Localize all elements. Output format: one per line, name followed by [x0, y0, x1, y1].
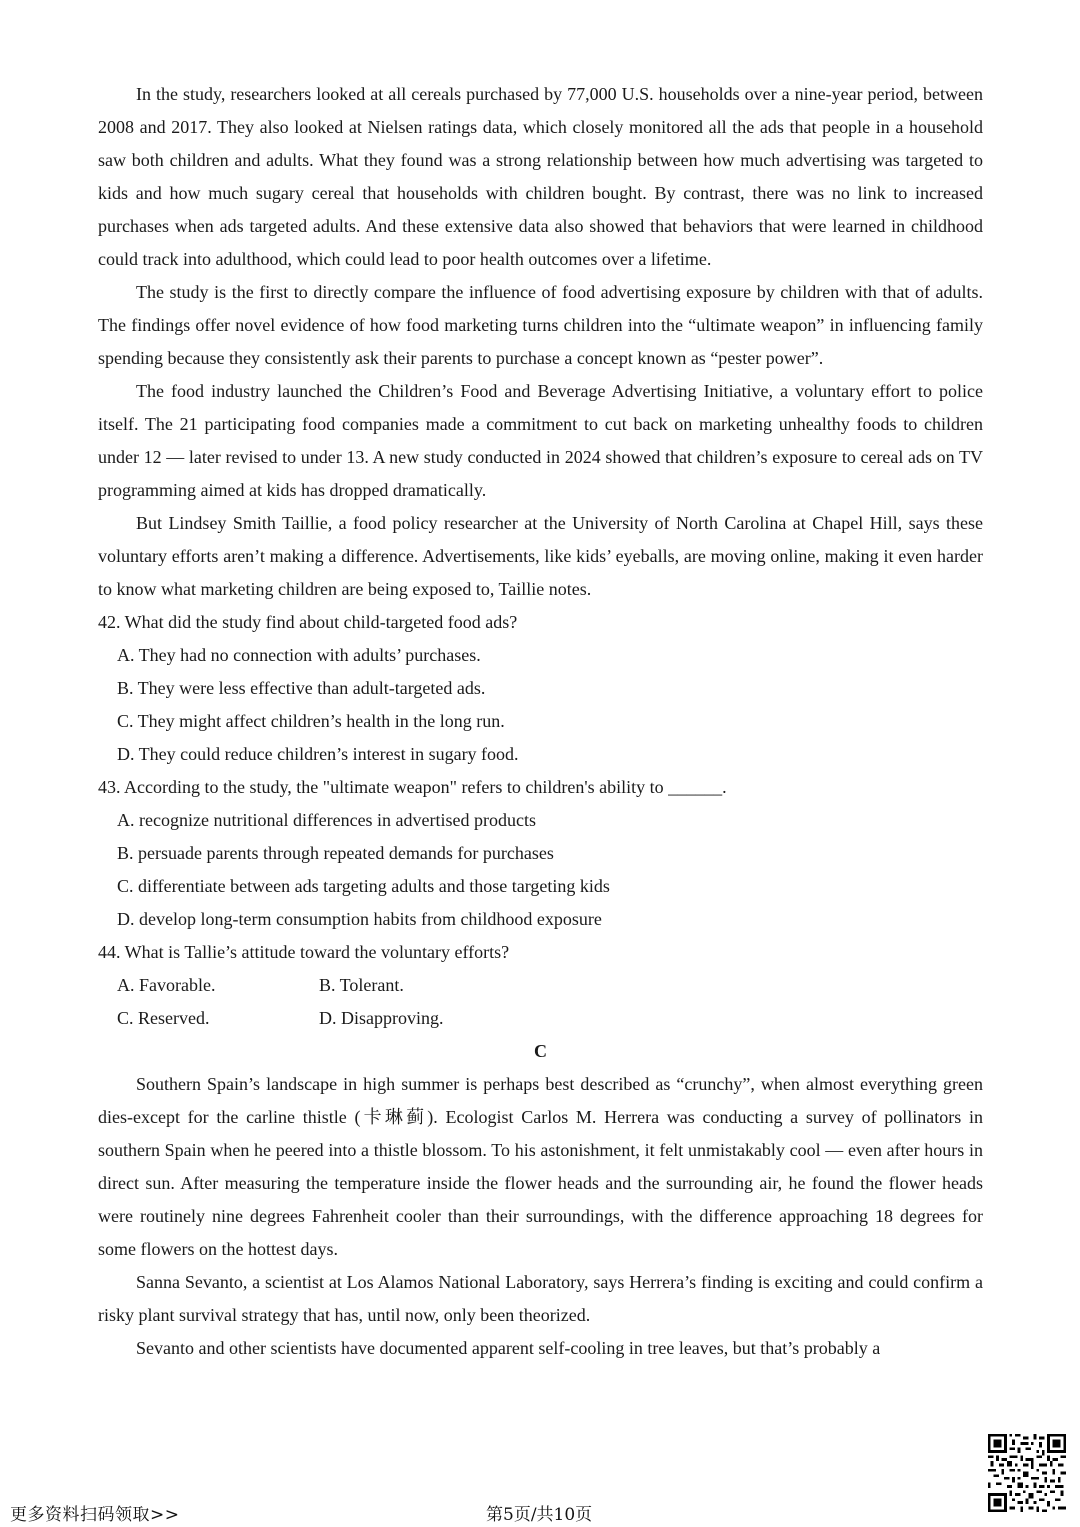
question-44-option-d: D. Disapproving.: [319, 1008, 444, 1028]
question-43-stem: 43. According to the study, the "ultimate weapon" refers to children's ability to ______.: [98, 777, 727, 797]
qr-code-icon[interactable]: [988, 1434, 1066, 1512]
section-heading-c: C: [534, 1041, 547, 1061]
footer-promo-text: 更多资料扫码领取>>: [10, 1505, 180, 1525]
question-42-option-b: B. They were less effective than adult-targeted ads.: [117, 678, 486, 698]
passage-c-paragraph-1: Southern Spain’s landscape in high summer is perhaps best described as “crunchy”, when almost everything green dies-except for the carline thistle (卡琳蓟). Ecologist Carlos M. Herrera was conducting a survey of pollinators in southern Spain when he peered into a thistle blossom. To his astonishment, it felt unmistakably cool — even after hours in direct sun. After measuring the temperature inside the flower heads and the surrounding air, he found the flower heads were routinely nine degrees Fahrenheit cooler than their surroundings, with the difference approaching 18 degrees for some flowers on the hottest days.: [98, 1074, 983, 1259]
question-44-option-b: B. Tolerant.: [319, 975, 404, 995]
question-42-option-a: A. They had no connection with adults’ purchases.: [117, 645, 481, 665]
passage-c-paragraph-2: Sanna Sevanto, a scientist at Los Alamos National Laboratory, says Herrera’s finding is exciting and could confirm a risky plant survival strategy that has, until now, only been theorized.: [98, 1272, 983, 1325]
page-content: [98, 78, 983, 1365]
question-42-option-c: C. They might affect children’s health in the long run.: [117, 711, 505, 731]
question-43-option-d: D. develop long-term consumption habits from childhood exposure: [117, 909, 602, 929]
passage-b-paragraph-2: The study is the first to directly compare the influence of food advertising exposure by children with that of adults. The findings offer novel evidence of how food marketing turns children into the “ultimate weapon” in influencing family spending because they consistently ask their parents to purchase a concept known as “pester power”.: [98, 282, 983, 368]
passage-c-paragraph-3: Sevanto and other scientists have documented apparent self-cooling in tree leaves, but that’s probably a: [136, 1338, 881, 1358]
page-number: 第5页/共10页: [486, 1505, 593, 1525]
question-44-options-row-2: [98, 1002, 983, 1035]
question-42-stem: 42. What did the study find about child-targeted food ads?: [98, 612, 518, 632]
question-42-option-d: D. They could reduce children’s interest in sugary food.: [117, 744, 519, 764]
question-44-stem: 44. What is Tallie’s attitude toward the voluntary efforts?: [98, 942, 510, 962]
question-43-option-c: C. differentiate between ads targeting adults and those targeting kids: [117, 876, 610, 896]
passage-b-paragraph-3: The food industry launched the Children’s Food and Beverage Advertising Initiative, a voluntary effort to police itself. The 21 participating food companies made a commitment to cut back on marketing unhealthy foods to children under 12 — later revised to under 13. A new study conducted in 2024 showed that children’s exposure to cereal ads on TV programming aimed at kids has dropped dramatically.: [98, 381, 983, 500]
passage-b-paragraph-1: In the study, researchers looked at all cereals purchased by 77,000 U.S. households over a nine-year period, between 2008 and 2017. They also looked at Nielsen ratings data, which closely monitored all the ads that people in a household saw both children and adults. What they found was a strong relationship between how much advertising was targeted to kids and how much sugary cereal that households with children bought. By contrast, there was no link to increased purchases when ads targeted adults. And these extensive data also showed that behaviors that were learned in childhood could track into adulthood, which could lead to poor health outcomes over a lifetime.: [98, 84, 983, 269]
passage-b-paragraph-4: But Lindsey Smith Taillie, a food policy researcher at the University of North Carolina at Chapel Hill, says these voluntary efforts aren’t making a difference. Advertisements, like kids’ eyeballs, are moving online, making it even harder to know what marketing children are being exposed to, Taillie notes.: [98, 513, 983, 599]
question-43-option-a: A. recognize nutritional differences in advertised products: [117, 810, 537, 830]
question-44-options-row-1: [98, 969, 983, 1002]
question-44-option-a: A. Favorable.: [117, 975, 216, 995]
question-44-option-c: C. Reserved.: [117, 1008, 210, 1028]
question-43-option-b: B. persuade parents through repeated demands for purchases: [117, 843, 554, 863]
